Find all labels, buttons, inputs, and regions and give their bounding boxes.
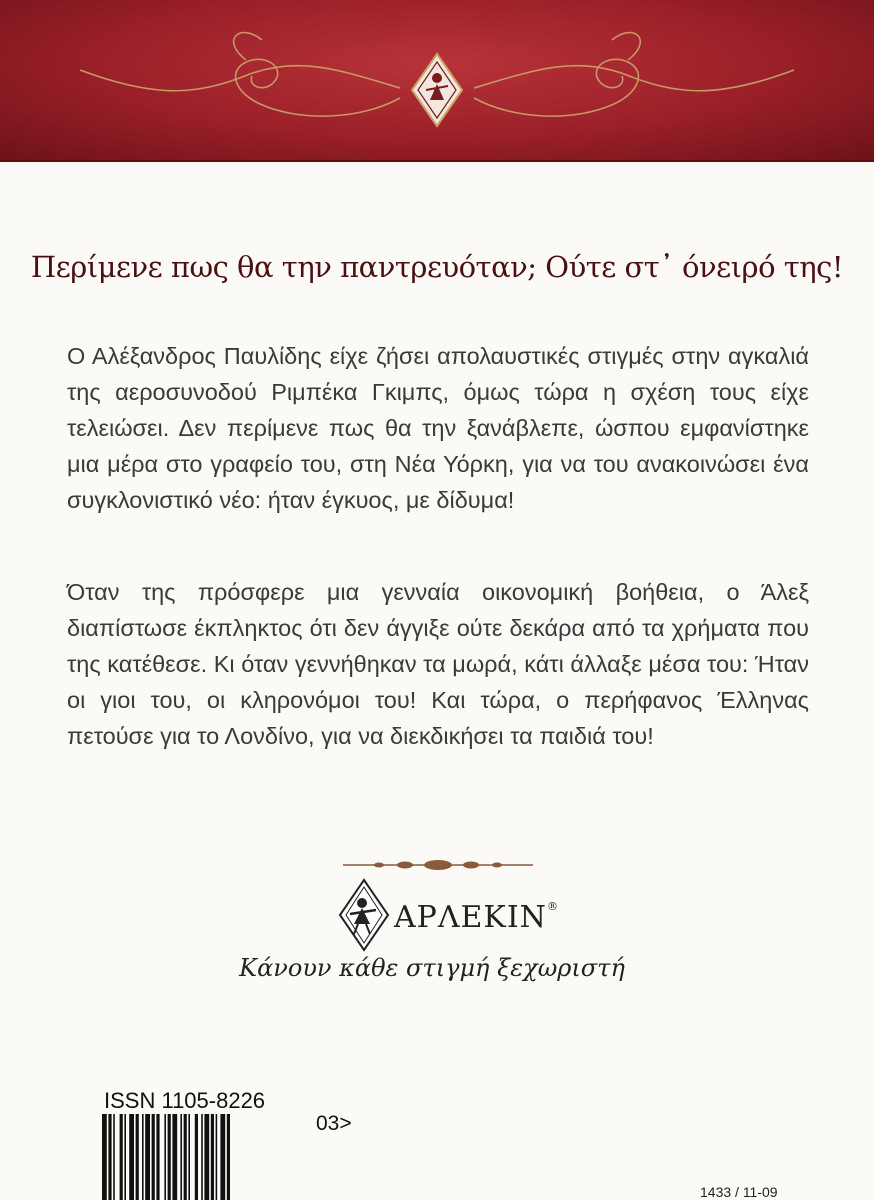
barcode-bar — [120, 1114, 123, 1200]
barcode-bar — [220, 1114, 225, 1200]
blurb-paragraph-2: Όταν της πρόσφερε μια γενναία οικονομική βοήθεια, ο Άλεξ διαπίστωσε έκπληκτος ότι δεν άγγιξε ούτε δεκάρα από τα χρήματα που της κατέθεσε. Κι όταν γεννήθηκαν τα μωρά, κάτι άλλαξε μέσα του: Ήταν οι γιοι του, οι κληρονόμοι του! Και τώρα, ο περήφανος Έλληνας πετούσε για το Λονδίνο, για να διεκδικήσει τα παιδιά του! — [67, 579, 809, 749]
registered-mark: ® — [546, 900, 559, 913]
barcode-bar — [156, 1114, 159, 1200]
barcode-bar — [201, 1114, 203, 1200]
barcode-bar — [188, 1114, 190, 1200]
barcode-bar — [142, 1114, 144, 1200]
barcode-bar — [108, 1114, 111, 1200]
brand-name: ΑΡΛΕΚΙΝ® — [394, 900, 559, 935]
harlequin-diamond-icon — [338, 878, 390, 952]
barcode-bar — [184, 1114, 187, 1200]
barcode-addon: 03> — [316, 1112, 352, 1135]
issue-code: 1433 / 11-09 — [700, 1184, 778, 1200]
barcode-bar — [124, 1114, 126, 1200]
divider-ornament — [343, 858, 533, 872]
barcode-bar — [211, 1114, 214, 1200]
barcode-bar — [145, 1114, 150, 1200]
headline: Περίμενε πως θα την παντρευόταν; Ούτε στ᾽ όνειρό της! — [30, 250, 844, 284]
barcode-bar — [136, 1114, 139, 1200]
barcode-bar — [113, 1114, 115, 1200]
barcode-bar — [129, 1114, 134, 1200]
brand-tagline: Κάνουν κάθε στιγμή ξεχωριστή — [239, 954, 625, 982]
barcode-bar — [180, 1114, 182, 1200]
banner-ornament — [0, 0, 874, 160]
barcode-bar — [102, 1114, 107, 1200]
barcode-bar — [227, 1114, 230, 1200]
blurb-paragraph-1: Ο Αλέξανδρος Παυλίδης είχε ζήσει απολαυστικές στιγμές στην αγκαλιά της αεροσυνοδού Ριμπέκα Γκιμπς, όμως τώρα η σχέση τους είχε τελειώσει. Δεν περίμενε πως θα την ξανάβλεπε, ώσπου εμφανίστηκε μια μέρα στο γραφείο του, στη Νέα Υόρκη, για να του ανακοινώσει ένα συγκλονιστικό νέο: ήταν έγκυος, με δίδυμα! — [67, 343, 809, 513]
barcode-bar — [204, 1114, 209, 1200]
issn-label: ISSN 1105-8226 — [104, 1088, 266, 1113]
barcode-bar — [172, 1114, 177, 1200]
barcode-bar — [216, 1114, 218, 1200]
barcode-bar — [152, 1114, 155, 1200]
barcode-bar — [164, 1114, 166, 1200]
harlequin-diamond-icon — [412, 54, 462, 126]
barcode — [102, 1114, 312, 1200]
barcode-bar — [195, 1114, 198, 1200]
cover-banner — [0, 0, 874, 162]
barcode-bar — [168, 1114, 171, 1200]
